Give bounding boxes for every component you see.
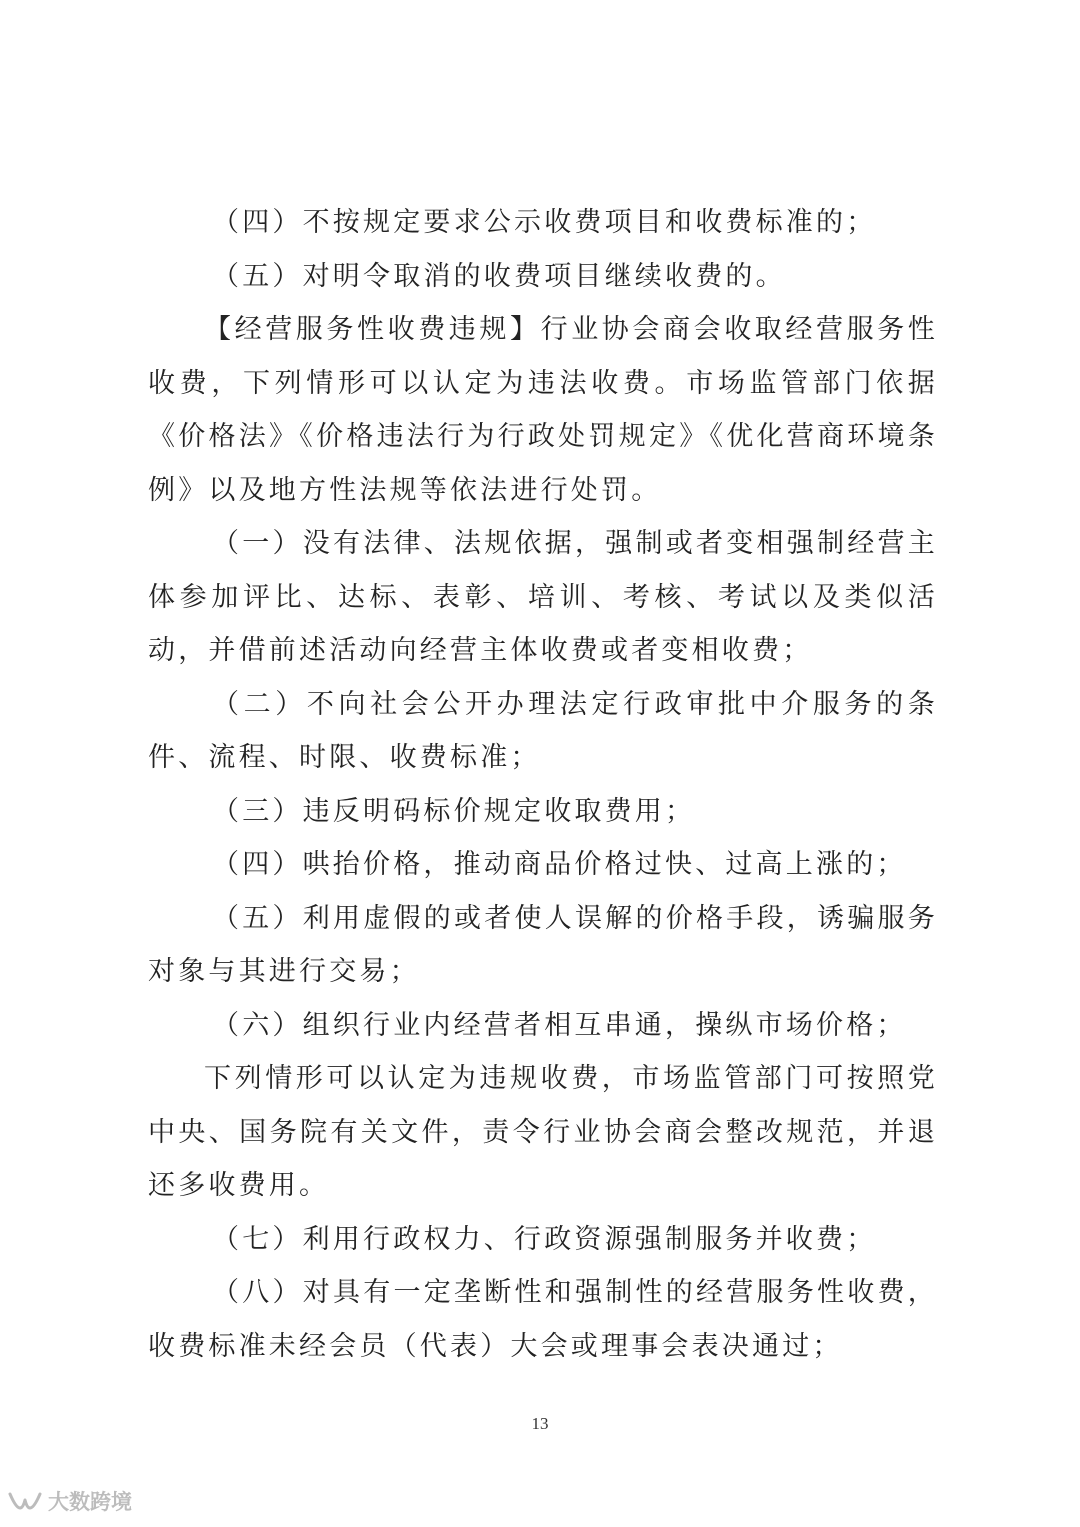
watermark [8, 1486, 132, 1516]
paragraph-item-8: （八）对具有一定垄断性和强制性的经营服务性收费，收费标准未经会员（代表）大会或理事会表决通过； [148, 1277, 938, 1362]
wechat-channel-icon [8, 1490, 42, 1512]
paragraph-item-5: （五）对明令取消的收费项目继续收费的。 [212, 260, 786, 292]
paragraph-item-2: （二）不向社会公开办理法定行政审批中介服务的条件、流程、时限、收费标准； [148, 688, 938, 773]
paragraph-irregular-fee: 下列情形可以认定为违规收费，市场监管部门可按照党中央、国务院有关文件，责令行业协会商会整改规范，并退还多收费用。 [148, 1063, 938, 1201]
paragraph-item-5b: （五）利用虚假的或者使人误解的价格手段，诱骗服务对象与其进行交易； [148, 902, 938, 987]
paragraph-item-4: （四）不按规定要求公示收费项目和收费标准的； [212, 207, 877, 238]
paragraph-item-4b: （四）哄抬价格，推动商品价格过快、过高上涨的； [212, 849, 907, 880]
paragraph-business-service-fee: 【经营服务性收费违规】行业协会商会收取经营服务性收费，下列情形可以认定为违法收费。市场监管部门依据《价格法》《价格违法行为行政处罚规定》《优化营商环境条例》以及地方性法规等依法进行处罚。 [148, 314, 938, 506]
paragraph-item-6: （六）组织行业内经营者相互串通，操纵市场价格； [212, 1009, 907, 1041]
paragraph-item-7: （七）利用行政权力、行政资源强制服务并收费； [212, 1223, 877, 1255]
page-number: 13 [531, 1414, 549, 1433]
paragraph-item-1: （一）没有法律、法规依据，强制或者变相强制经营主体参加评比、达标、表彰、培训、考核、考试以及类似活动，并借前述活动向经营主体收费或者变相收费； [148, 528, 938, 666]
watermark-text: 大数跨境 [48, 1490, 132, 1514]
document-body [148, 196, 938, 1373]
paragraph-item-3: （三）违反明码标价规定收取费用； [212, 795, 696, 827]
